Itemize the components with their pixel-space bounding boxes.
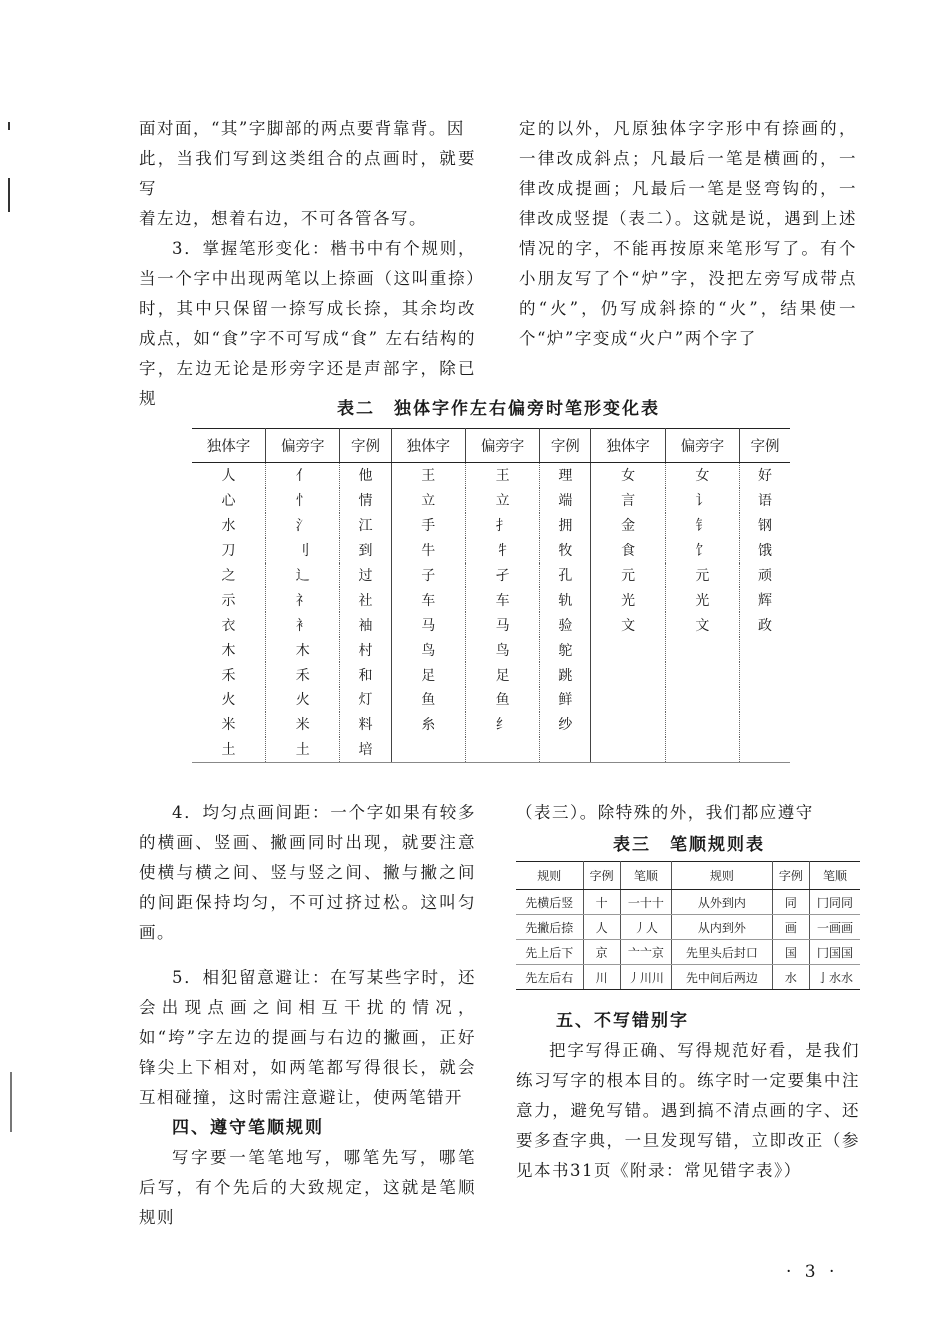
table-cell: 先撇后捺 bbox=[516, 915, 583, 940]
table-cell: 鸟 bbox=[465, 637, 539, 662]
table-cell bbox=[465, 737, 539, 762]
table-cell: 言 bbox=[591, 488, 665, 513]
table-cell bbox=[665, 662, 739, 687]
column-header: 字例 bbox=[540, 429, 591, 463]
section-heading-no-wrong-characters: 五、不写错别字 bbox=[556, 1011, 689, 1031]
table-row bbox=[516, 915, 860, 940]
table-cell: 料 bbox=[340, 712, 391, 737]
table-cell: 氵 bbox=[266, 513, 340, 538]
table-row bbox=[192, 513, 790, 538]
table-row bbox=[192, 712, 790, 737]
table-cell: 礻 bbox=[266, 587, 340, 612]
text-line: 面对面，“其”字脚部的两点要背靠背。因 bbox=[139, 119, 465, 138]
left-column-top bbox=[139, 114, 476, 414]
table-cell: 亻 bbox=[266, 463, 340, 488]
table-cell: 元 bbox=[665, 563, 739, 588]
table-cell: 食 bbox=[591, 538, 665, 563]
scan-mark bbox=[8, 178, 10, 212]
table-header-row bbox=[192, 429, 790, 463]
right-column-top bbox=[519, 114, 857, 354]
table-cell: 火 bbox=[266, 687, 340, 712]
table-cell: 牧 bbox=[540, 538, 591, 563]
table-row bbox=[192, 563, 790, 588]
table-row bbox=[192, 587, 790, 612]
table-cell: 丿川川 bbox=[620, 965, 671, 990]
table-cell: 鲜 bbox=[540, 687, 591, 712]
table-cell: 过 bbox=[340, 563, 391, 588]
table-row bbox=[192, 538, 790, 563]
table-cell: 顽 bbox=[758, 568, 773, 584]
table-cell: 木 bbox=[192, 637, 266, 662]
paragraph-even-spacing: 4．均匀点画间距：一个字如果有较多的横画、竖画、撇画同时出现，就要注意使横与横之间、竖与竖之间、撇与撇之间的间距保持均匀，不可过挤过松。这叫匀画。 bbox=[139, 803, 476, 942]
table-cell: 鱼 bbox=[465, 687, 539, 712]
table-cell: 跳 bbox=[540, 662, 591, 687]
table-cell bbox=[665, 712, 739, 737]
table-cell bbox=[391, 737, 465, 762]
table-cell: 禾 bbox=[192, 662, 266, 687]
table-cell: 一十十 bbox=[620, 890, 671, 915]
table-cell: 从外到内 bbox=[671, 890, 772, 915]
table-cell: 先横后竖 bbox=[516, 890, 583, 915]
table-cell bbox=[591, 712, 665, 737]
table-cell: 饿 bbox=[758, 543, 773, 560]
table-row bbox=[192, 637, 790, 662]
column-header: 独体字 bbox=[591, 429, 665, 463]
table-cell bbox=[591, 737, 665, 762]
table-cell: 足 bbox=[465, 662, 539, 687]
paragraph-brush-form-change: 3．掌握笔形变化：楷书中有个规则，当一个字中出现两笔以上捺画（这叫重捺）时，其中只保留一捺写成长捺，其余均改成点，如“食”字不可写成“食” 左右结构的字，左边无论是形旁字还是声部字，除已规 bbox=[139, 239, 476, 408]
table-cell: 亅水水 bbox=[810, 965, 860, 990]
table-cell: 社 bbox=[340, 587, 391, 612]
table-cell: 端 bbox=[540, 488, 591, 513]
table-cell: 牜 bbox=[465, 538, 539, 563]
paragraph-stroke-order: 写字要一笔笔地写，哪笔先写，哪笔后写，有个先后的大致规定，这就是笔顺规则 bbox=[139, 1148, 476, 1227]
table-cell: 扌 bbox=[465, 513, 539, 538]
text-line: （表三）。除特殊的外，我们都应遵守 bbox=[516, 803, 814, 822]
section-heading-stroke-order: 四、遵守笔顺规则 bbox=[172, 1118, 324, 1138]
table-cell: 轨 bbox=[540, 587, 591, 612]
table-cell: 讠 bbox=[665, 488, 739, 513]
table-cell: 土 bbox=[192, 737, 266, 762]
table-cell: 情 bbox=[340, 488, 391, 513]
table-cell: 十 bbox=[583, 890, 620, 915]
table-cell: 禾 bbox=[266, 662, 340, 687]
table-cell: 王 bbox=[465, 463, 539, 488]
table-cell: 文 bbox=[591, 612, 665, 637]
table-cell: 理 bbox=[540, 463, 591, 488]
table-cell: 画 bbox=[772, 915, 809, 940]
table-cell: 人 bbox=[192, 463, 266, 488]
table-cell: 培 bbox=[340, 737, 391, 762]
paragraph-avoidance: 5．相犯留意避让：在写某些字时，还会出现点画之间相互干扰的情况，如“垮”字左边的提画与右边的撇画，正好锋尖上下相对，如两笔都写得很长，就会互相碰撞，这时需注意避让，使两笔错开 bbox=[139, 968, 476, 1107]
table-cell: 同 bbox=[772, 890, 809, 915]
table-row bbox=[516, 965, 860, 990]
table-cell: 先上后下 bbox=[516, 940, 583, 965]
table-cell: 马 bbox=[391, 612, 465, 637]
table-cell: 江 bbox=[340, 513, 391, 538]
table-cell: 女 bbox=[665, 463, 739, 488]
table-cell: 之 bbox=[192, 563, 266, 588]
table-cell: 光 bbox=[591, 587, 665, 612]
column-header: 字例 bbox=[740, 429, 790, 463]
right-column-bottom-intro bbox=[516, 798, 860, 828]
table3-title: 表三 笔顺规则表 bbox=[613, 835, 765, 855]
table-cell: 先左后右 bbox=[516, 965, 583, 990]
table-cell: 金 bbox=[591, 513, 665, 538]
table-row bbox=[192, 737, 790, 762]
table-cell bbox=[740, 687, 790, 712]
table-cell: 刀 bbox=[192, 538, 266, 563]
table-row bbox=[516, 890, 860, 915]
column-header: 字例 bbox=[340, 429, 391, 463]
table-cell: 示 bbox=[192, 587, 266, 612]
table-cell bbox=[540, 737, 591, 762]
table-cell: 足 bbox=[391, 662, 465, 687]
table-cell: 拥 bbox=[540, 513, 591, 538]
table-cell: 川 bbox=[583, 965, 620, 990]
table-cell: 先中间后两边 bbox=[671, 965, 772, 990]
paragraph-continuation: 定的以外，凡原独体字字形中有捺画的，一律改成斜点；凡最后一笔是横画的，一律改成提画；凡最后一笔是竖弯钩的，一律改成竖提（表二）。这就是说，遇到上述情况的字，不能再按原来笔形写了。有个小朋友写了个“炉”字，没把左旁写成带点的“火”，仍写成斜捺的“火”，结果使一个“炉”字变成“火户”两个字了 bbox=[519, 119, 857, 348]
table-cell: 手 bbox=[391, 513, 465, 538]
table-cell bbox=[740, 662, 790, 687]
text-line: 着左边，想着右边，不可各管各写。 bbox=[139, 209, 427, 228]
column-header: 独体字 bbox=[391, 429, 465, 463]
table-cell bbox=[740, 637, 790, 662]
column-header: 独体字 bbox=[192, 429, 266, 463]
table-cell: 人 bbox=[583, 915, 620, 940]
table-cell: 先里头后封口 bbox=[671, 940, 772, 965]
table2-title: 表二 独体字作左右偏旁时笔形变化表 bbox=[337, 399, 660, 419]
table-cell: 忄 bbox=[266, 488, 340, 513]
table-cell: 他 bbox=[340, 463, 391, 488]
table-cell: 火 bbox=[192, 687, 266, 712]
table-cell: 辉 bbox=[758, 592, 773, 609]
table-cell: 京 bbox=[583, 940, 620, 965]
table-cell: 衤 bbox=[266, 612, 340, 637]
table-cell: 鸵 bbox=[540, 637, 591, 662]
table-cell: 子 bbox=[391, 563, 465, 588]
table-cell: 到 bbox=[340, 538, 391, 563]
table-cell: 国 bbox=[772, 940, 809, 965]
page-number: · 3 · bbox=[786, 1262, 839, 1282]
table-cell: 水 bbox=[772, 965, 809, 990]
table-cell: 饣 bbox=[665, 538, 739, 563]
column-header: 笔顺 bbox=[810, 862, 860, 890]
table-cell: 纱 bbox=[540, 712, 591, 737]
table-cell: 孑 bbox=[465, 563, 539, 588]
table-cell bbox=[740, 712, 790, 737]
table3-stroke-order bbox=[516, 861, 860, 990]
table-row bbox=[516, 940, 860, 965]
table-cell: 刂 bbox=[266, 538, 340, 563]
table-cell: 牛 bbox=[391, 538, 465, 563]
table-row bbox=[192, 687, 790, 712]
table-cell: 政 bbox=[758, 617, 773, 634]
text-line: 此，当我们写到这类组合的点画时，就要写 bbox=[139, 149, 476, 198]
table-cell bbox=[591, 637, 665, 662]
table-cell: 马 bbox=[465, 612, 539, 637]
table-cell: 米 bbox=[192, 712, 266, 737]
table-cell: 文 bbox=[665, 612, 739, 637]
table-cell: 从内到外 bbox=[671, 915, 772, 940]
column-header: 规则 bbox=[516, 862, 583, 890]
table-cell: 水 bbox=[192, 513, 266, 538]
scan-mark bbox=[10, 1072, 12, 1132]
table-cell: 光 bbox=[665, 587, 739, 612]
table-cell bbox=[591, 687, 665, 712]
table-cell bbox=[740, 737, 790, 762]
table-cell: 鸟 bbox=[391, 637, 465, 662]
table-row bbox=[192, 463, 790, 488]
paragraph-correct-writing: 把字写得正确、写得规范好看，是我们练习写字的根本目的。练字时一定要集中注意力，避免写错。遇到搞不清点画的字、还要多查字典，一旦发现写错，立即改正（参见本书31页《附录：常见错字表》） bbox=[516, 1041, 860, 1180]
column-header: 笔顺 bbox=[620, 862, 671, 890]
left-column-bottom bbox=[139, 798, 476, 1233]
table-cell: 灯 bbox=[340, 687, 391, 712]
table-row bbox=[192, 488, 790, 513]
table-cell: 袖 bbox=[340, 612, 391, 637]
right-column-bottom bbox=[516, 1006, 860, 1186]
column-header: 字例 bbox=[583, 862, 620, 890]
table-cell bbox=[665, 737, 739, 762]
table-cell: 语 bbox=[758, 493, 773, 510]
column-header: 偏旁字 bbox=[465, 429, 539, 463]
table-cell: 好 bbox=[758, 468, 773, 485]
column-header: 偏旁字 bbox=[266, 429, 340, 463]
table-cell: 村 bbox=[340, 637, 391, 662]
table-cell bbox=[665, 637, 739, 662]
table-cell: 辶 bbox=[266, 563, 340, 588]
table-cell: 亠亠京 bbox=[620, 940, 671, 965]
table-cell: 冂国国 bbox=[810, 940, 860, 965]
table-cell: 糸 bbox=[391, 712, 465, 737]
table-cell: 钢 bbox=[758, 518, 773, 535]
table-cell: 土 bbox=[266, 737, 340, 762]
table-cell: 车 bbox=[465, 587, 539, 612]
table-cell: 冂同同 bbox=[810, 890, 860, 915]
table-cell: 鱼 bbox=[391, 687, 465, 712]
table-cell bbox=[591, 662, 665, 687]
table-cell: 验 bbox=[540, 612, 591, 637]
table-cell: 米 bbox=[266, 712, 340, 737]
scan-mark bbox=[8, 122, 10, 130]
table-header-row bbox=[516, 862, 860, 890]
column-header: 字例 bbox=[772, 862, 809, 890]
column-header: 规则 bbox=[671, 862, 772, 890]
table-cell: 王 bbox=[391, 463, 465, 488]
table-cell: 女 bbox=[591, 463, 665, 488]
table-cell: 和 bbox=[340, 662, 391, 687]
table-cell: 衣 bbox=[192, 612, 266, 637]
table2-stroke-change bbox=[192, 428, 790, 763]
column-header: 偏旁字 bbox=[665, 429, 739, 463]
table-cell: 木 bbox=[266, 637, 340, 662]
table-cell: 车 bbox=[391, 587, 465, 612]
table-cell: 立 bbox=[391, 488, 465, 513]
table-cell: 孔 bbox=[540, 563, 591, 588]
table-cell: 立 bbox=[465, 488, 539, 513]
table-cell: 元 bbox=[591, 563, 665, 588]
table-cell: 钅 bbox=[665, 513, 739, 538]
table-cell: 纟 bbox=[465, 712, 539, 737]
table-cell: 丿人 bbox=[620, 915, 671, 940]
table-row bbox=[192, 662, 790, 687]
table-cell: 一画画 bbox=[810, 915, 860, 940]
table-cell bbox=[665, 687, 739, 712]
table-cell: 心 bbox=[192, 488, 266, 513]
table-row bbox=[192, 612, 790, 637]
